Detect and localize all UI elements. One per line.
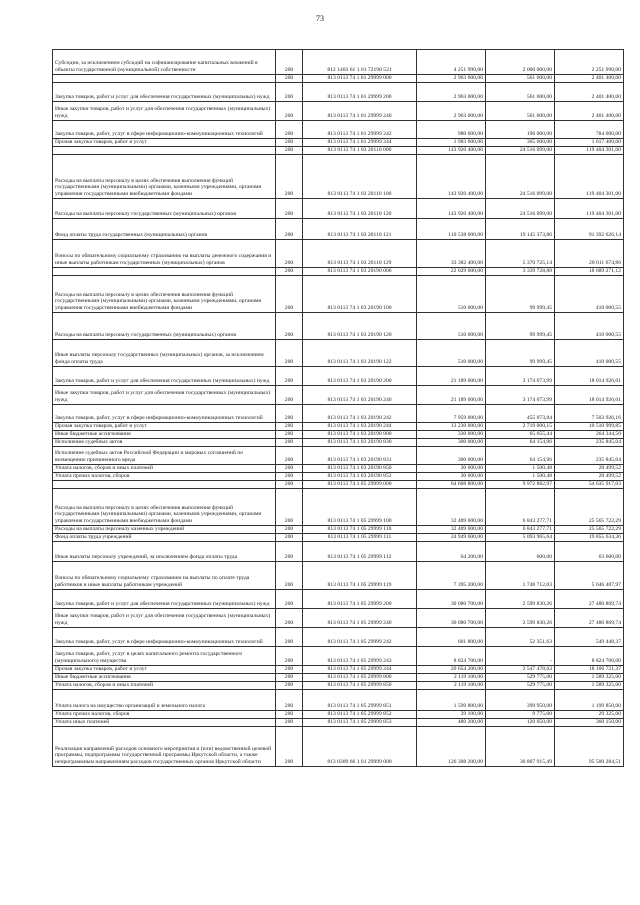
budget-table bbox=[52, 49, 624, 767]
cell-name: Прочая закупка товаров, работ и услуг bbox=[53, 423, 276, 431]
cell-code: 200 bbox=[276, 276, 303, 313]
cell-code: 200 bbox=[276, 405, 303, 423]
cell-executed-amount: 64 154,96 bbox=[486, 447, 555, 465]
cell-approved-amount: 8 824 700,00 bbox=[417, 647, 486, 666]
cell-code: 200 bbox=[276, 647, 303, 666]
cell-name: Уплата иных платежей bbox=[53, 719, 276, 727]
cell-name: Иные выплаты персоналу государственных (муниципальных) органов, за исключением фонда оплаты труда bbox=[53, 340, 276, 367]
cell-unexecuted-amount: 10 510 999,85 bbox=[555, 423, 624, 431]
table-row bbox=[53, 423, 624, 431]
table-row bbox=[53, 465, 624, 473]
cell-executed-amount: 65 655,44 bbox=[486, 431, 555, 439]
cell-executed-amount: - bbox=[486, 647, 555, 666]
cell-classification-code: 813 0309 66 1 01 29999 000 bbox=[303, 727, 417, 767]
cell-executed-amount: 3 174 073,99 bbox=[486, 386, 555, 405]
cell-unexecuted-amount: 2 251 990,00 bbox=[555, 50, 624, 75]
cell-code: 200 bbox=[276, 268, 303, 276]
cell-classification-code: 813 0113 74 1 05 29999 242 bbox=[303, 628, 417, 647]
cell-executed-amount: 120 050,00 bbox=[486, 719, 555, 727]
cell-unexecuted-amount: 27 480 869,74 bbox=[555, 609, 624, 628]
cell-approved-amount: 39 100,00 bbox=[417, 711, 486, 719]
cell-name: Реализация направлений расходов основного мероприятия и (или) ведомственной целевой программы, подпрограммы государственной программы Иркутской области, а также непрограммным направлениям расходов государственных органов Иркутской области bbox=[53, 727, 276, 767]
cell-name: Иные выплаты персоналу учреждений, за исключением фонда оплаты труда bbox=[53, 542, 276, 562]
cell-name: Закупка товаров, работ и услуг для обеспечения государственных (муниципальных) нужд bbox=[53, 83, 276, 102]
cell-classification-code: 813 0113 74 1 05 29999 112 bbox=[303, 542, 417, 562]
cell-executed-amount: 52 351,63 bbox=[486, 628, 555, 647]
cell-unexecuted-amount: 27 480 869,74 bbox=[555, 590, 624, 609]
cell-classification-code: 813 0113 74 1 01 29999 240 bbox=[303, 102, 417, 121]
cell-approved-amount: 32 409 000,00 bbox=[417, 526, 486, 534]
table-row bbox=[53, 690, 624, 711]
cell-unexecuted-amount: 7 503 926,16 bbox=[555, 405, 624, 423]
table-row bbox=[53, 489, 624, 526]
cell-unexecuted-amount: 235 845,04 bbox=[555, 447, 624, 465]
cell-name bbox=[53, 75, 276, 83]
cell-approved-amount: 7 959 000,00 bbox=[417, 405, 486, 423]
cell-name: Расходы на выплаты персоналу в целях обеспечения выполнения функций государственными (муниципальными) органами, казенными учреждениями, органами управления государственными внебюджетными фондами bbox=[53, 489, 276, 526]
cell-classification-code: 813 0113 74 1 03 20190 122 bbox=[303, 340, 417, 367]
cell-classification-code: 813 0113 74 1 05 29999 853 bbox=[303, 719, 417, 727]
cell-executed-amount: 529 775,00 bbox=[486, 682, 555, 690]
cell-unexecuted-amount: 2 401 400,00 bbox=[555, 75, 624, 83]
table-row bbox=[53, 674, 624, 682]
table-row bbox=[53, 719, 624, 727]
cell-approved-amount: 4 251 990,00 bbox=[417, 50, 486, 75]
cell-unexecuted-amount: 410 000,55 bbox=[555, 313, 624, 340]
cell-approved-amount: 510 000,00 bbox=[417, 313, 486, 340]
cell-approved-amount: 300 000,00 bbox=[417, 439, 486, 447]
cell-name bbox=[53, 147, 276, 155]
cell-executed-amount: 64 154,96 bbox=[486, 439, 555, 447]
cell-unexecuted-amount: 25 565 722,29 bbox=[555, 526, 624, 534]
cell-executed-amount: 5 370 725,14 bbox=[486, 240, 555, 268]
cell-name: Уплата прочих налогов, сборов bbox=[53, 473, 276, 481]
cell-unexecuted-amount: 28 499,52 bbox=[555, 473, 624, 481]
cell-executed-amount: 561 600,00 bbox=[486, 75, 555, 83]
cell-classification-code: 813 0113 74 1 05 29999 111 bbox=[303, 534, 417, 542]
cell-classification-code: 813 0113 74 1 05 29999 100 bbox=[303, 489, 417, 526]
cell-approved-amount: 143 920 400,00 bbox=[417, 199, 486, 219]
cell-name: Закупка товаров, работ, услуг в сфере информационно-коммуникационных технологий bbox=[53, 405, 276, 423]
cell-unexecuted-amount: 784 000,00 bbox=[555, 121, 624, 139]
table-row bbox=[53, 727, 624, 767]
cell-approved-amount: 300 000,00 bbox=[417, 447, 486, 465]
table-row bbox=[53, 50, 624, 75]
cell-classification-code: 813 0113 74 1 03 20190 120 bbox=[303, 313, 417, 340]
table-row bbox=[53, 447, 624, 465]
cell-unexecuted-amount: 28 499,52 bbox=[555, 465, 624, 473]
cell-unexecuted-amount: 1 589 325,00 bbox=[555, 682, 624, 690]
cell-code: 200 bbox=[276, 102, 303, 121]
cell-code: 200 bbox=[276, 431, 303, 439]
cell-unexecuted-amount: 119 404 301,00 bbox=[555, 147, 624, 155]
cell-executed-amount: 600,00 bbox=[486, 542, 555, 562]
cell-code: 200 bbox=[276, 542, 303, 562]
cell-name: Расходы на выплаты персоналу в целях обеспечения выполнения функций государственными (муниципальными) органами, казенными учреждениями, органами управления государственными внебюджетными фондами bbox=[53, 155, 276, 199]
cell-code: 200 bbox=[276, 526, 303, 534]
cell-executed-amount: 529 775,00 bbox=[486, 674, 555, 682]
cell-unexecuted-amount: 63 600,00 bbox=[555, 542, 624, 562]
cell-name: Взносы по обязательному социальному страхованию на выплаты денежного содержания и иные выплаты работникам государственных (муниципальных) органов bbox=[53, 240, 276, 268]
cell-executed-amount: 6 843 277,71 bbox=[486, 526, 555, 534]
cell-classification-code: 813 0113 74 1 05 29999 000 bbox=[303, 481, 417, 489]
cell-approved-amount: 510 000,00 bbox=[417, 276, 486, 313]
table-row bbox=[53, 590, 624, 609]
cell-unexecuted-amount: 18 689 271,12 bbox=[555, 268, 624, 276]
cell-classification-code: 813 0113 74 1 03 20110 120 bbox=[303, 199, 417, 219]
cell-approved-amount: 2 963 000,00 bbox=[417, 102, 486, 121]
table-row bbox=[53, 405, 624, 423]
cell-code: 200 bbox=[276, 423, 303, 431]
cell-unexecuted-amount: 2 401 400,00 bbox=[555, 83, 624, 102]
cell-code: 200 bbox=[276, 719, 303, 727]
cell-approved-amount: 21 189 000,00 bbox=[417, 367, 486, 386]
cell-code: 200 bbox=[276, 489, 303, 526]
cell-classification-code: 813 0113 74 1 03 20190 830 bbox=[303, 439, 417, 447]
cell-approved-amount: 1 983 000,00 bbox=[417, 139, 486, 147]
cell-executed-amount: 2 547 478,63 bbox=[486, 666, 555, 674]
cell-unexecuted-amount: 2 401 400,00 bbox=[555, 102, 624, 121]
cell-name: Прочая закупка товаров, работ и услуг bbox=[53, 666, 276, 674]
cell-code: 200 bbox=[276, 139, 303, 147]
cell-name: Взносы по обязательному социальному страхованию на выплаты по оплате труда работников и иные выплаты работникам учреждений bbox=[53, 562, 276, 590]
cell-code: 200 bbox=[276, 240, 303, 268]
cell-classification-code: 813 0113 74 1 03 20190 831 bbox=[303, 447, 417, 465]
cell-name bbox=[53, 481, 276, 489]
table-row bbox=[53, 473, 624, 481]
cell-approved-amount: 143 920 400,00 bbox=[417, 147, 486, 155]
cell-classification-code: 813 0113 74 1 01 29999 244 bbox=[303, 139, 417, 147]
cell-classification-code: 813 0113 74 1 05 29999 110 bbox=[303, 526, 417, 534]
cell-code: 200 bbox=[276, 50, 303, 75]
cell-unexecuted-amount: 29 325,00 bbox=[555, 711, 624, 719]
cell-classification-code: 813 0113 74 1 05 29999 851 bbox=[303, 690, 417, 711]
table-row bbox=[53, 155, 624, 199]
cell-unexecuted-amount: 8 824 700,00 bbox=[555, 647, 624, 666]
cell-name: Расходы на выплаты персоналу государственных (муниципальных) органов bbox=[53, 199, 276, 219]
cell-executed-amount: 99 999,45 bbox=[486, 313, 555, 340]
table-row bbox=[53, 481, 624, 489]
table-row bbox=[53, 609, 624, 628]
cell-classification-code: 813 0113 74 1 03 20110 121 bbox=[303, 219, 417, 240]
cell-unexecuted-amount: 410 000,55 bbox=[555, 340, 624, 367]
cell-classification-code: 813 0113 74 1 01 29999 200 bbox=[303, 83, 417, 102]
cell-classification-code: 813 0113 74 1 03 20190 100 bbox=[303, 276, 417, 313]
cell-code: 200 bbox=[276, 83, 303, 102]
cell-name: Фонд оплаты труда учреждений bbox=[53, 534, 276, 542]
cell-executed-amount: 30 807 915,49 bbox=[486, 727, 555, 767]
cell-code: 200 bbox=[276, 199, 303, 219]
cell-name: Закупка товаров, работ, услуг в целях капитального ремонта государственного (муниципального) имущества bbox=[53, 647, 276, 666]
cell-classification-code: 813 0113 74 1 03 20110 129 bbox=[303, 240, 417, 268]
cell-executed-amount: 561 600,00 bbox=[486, 102, 555, 121]
cell-code: 200 bbox=[276, 147, 303, 155]
cell-unexecuted-amount: 19 855 634,36 bbox=[555, 534, 624, 542]
cell-executed-amount: 99 999,45 bbox=[486, 340, 555, 367]
page-number: 73 bbox=[316, 14, 324, 23]
cell-name: Расходы на выплаты персоналу в целях обеспечения выполнения функций государственными (муниципальными) органами, казенными учреждениями, органами управления государственными внебюджетными фондами bbox=[53, 276, 276, 313]
cell-executed-amount: 24 516 099,00 bbox=[486, 155, 555, 199]
table-row bbox=[53, 431, 624, 439]
cell-approved-amount: 2 963 000,00 bbox=[417, 83, 486, 102]
cell-approved-amount: 64 608 800,00 bbox=[417, 481, 486, 489]
cell-code: 200 bbox=[276, 155, 303, 199]
cell-code: 200 bbox=[276, 481, 303, 489]
table-row bbox=[53, 628, 624, 647]
cell-approved-amount: 64 200,00 bbox=[417, 542, 486, 562]
cell-name: Расходы на выплаты персоналу казенных учреждений bbox=[53, 526, 276, 534]
cell-approved-amount: 32 409 000,00 bbox=[417, 489, 486, 526]
cell-code: 200 bbox=[276, 447, 303, 465]
cell-name: Уплата прочих налогов, сборов bbox=[53, 711, 276, 719]
cell-name: Субсидии, за исключением субсидий на софинансирование капитальных вложений в объекты государственной (муниципальной) собственности bbox=[53, 50, 276, 75]
cell-executed-amount: 561 600,00 bbox=[486, 83, 555, 102]
cell-classification-code: 812 1403 61 1 01 72190 521 bbox=[303, 50, 417, 75]
cell-executed-amount: 399 950,00 bbox=[486, 690, 555, 711]
cell-unexecuted-amount: 91 392 626,14 bbox=[555, 219, 624, 240]
cell-executed-amount: 24 516 099,00 bbox=[486, 199, 555, 219]
cell-unexecuted-amount: 25 565 722,29 bbox=[555, 489, 624, 526]
cell-code: 200 bbox=[276, 386, 303, 405]
table-row bbox=[53, 240, 624, 268]
cell-classification-code: 813 0113 74 1 05 29999 243 bbox=[303, 647, 417, 666]
cell-unexecuted-amount: 235 845,04 bbox=[555, 439, 624, 447]
table-row bbox=[53, 386, 624, 405]
cell-classification-code: 813 0113 74 1 03 20190 850 bbox=[303, 465, 417, 473]
table-row bbox=[53, 147, 624, 155]
cell-approved-amount: 20 654 200,00 bbox=[417, 666, 486, 674]
cell-classification-code: 813 0113 74 1 03 20110 100 bbox=[303, 155, 417, 199]
cell-code: 200 bbox=[276, 121, 303, 139]
cell-approved-amount: 2 119 100,00 bbox=[417, 682, 486, 690]
cell-classification-code: 813 0113 74 1 05 29999 850 bbox=[303, 682, 417, 690]
cell-name: Фонд оплаты труда государственных (муниципальных) органов bbox=[53, 219, 276, 240]
cell-approved-amount: 22 029 000,00 bbox=[417, 268, 486, 276]
cell-unexecuted-amount: 1 199 850,00 bbox=[555, 690, 624, 711]
cell-classification-code: 813 0113 74 1 05 29999 800 bbox=[303, 674, 417, 682]
cell-code: 200 bbox=[276, 367, 303, 386]
cell-code: 200 bbox=[276, 313, 303, 340]
table-row bbox=[53, 313, 624, 340]
cell-code: 200 bbox=[276, 473, 303, 481]
table-row bbox=[53, 276, 624, 313]
cell-name bbox=[53, 268, 276, 276]
cell-executed-amount: 2 599 830,26 bbox=[486, 609, 555, 628]
cell-name: Иные закупки товаров, работ и услуг для обеспечения государственных (муниципальных) нужд bbox=[53, 609, 276, 628]
table-row bbox=[53, 219, 624, 240]
table-row bbox=[53, 682, 624, 690]
cell-approved-amount: 601 800,00 bbox=[417, 628, 486, 647]
table-row bbox=[53, 439, 624, 447]
cell-executed-amount: 99 999,45 bbox=[486, 276, 555, 313]
table-row bbox=[53, 83, 624, 102]
cell-code: 200 bbox=[276, 674, 303, 682]
table-row bbox=[53, 526, 624, 534]
cell-name: Иные закупки товаров, работ и услуг для обеспечения государственных (муниципальных) нужд bbox=[53, 386, 276, 405]
cell-classification-code: 813 0113 74 1 03 20190 000 bbox=[303, 268, 417, 276]
cell-name: Уплата налогов, сборов и иных платежей bbox=[53, 465, 276, 473]
cell-executed-amount: 6 843 277,71 bbox=[486, 489, 555, 526]
cell-executed-amount: 19 145 373,86 bbox=[486, 219, 555, 240]
cell-code: 200 bbox=[276, 465, 303, 473]
cell-approved-amount: 330 000,00 bbox=[417, 431, 486, 439]
cell-classification-code: 813 0113 74 1 03 20190 800 bbox=[303, 431, 417, 439]
cell-classification-code: 813 0113 74 1 03 20190 200 bbox=[303, 367, 417, 386]
cell-name: Закупка товаров, работ и услуг для обеспечения государственных (муниципальных) нужд bbox=[53, 590, 276, 609]
cell-approved-amount: 110 538 000,00 bbox=[417, 219, 486, 240]
cell-name: Уплата налога на имущество организаций и земельного налога bbox=[53, 690, 276, 711]
cell-unexecuted-amount: 1 617 400,00 bbox=[555, 139, 624, 147]
cell-unexecuted-amount: 95 500 284,51 bbox=[555, 727, 624, 767]
table-row bbox=[53, 562, 624, 590]
cell-name: Иные закупки товаров, работ и услуг для обеспечения государственных (муниципальных) нужд bbox=[53, 102, 276, 121]
table-row bbox=[53, 711, 624, 719]
cell-approved-amount: 30 080 700,00 bbox=[417, 609, 486, 628]
cell-executed-amount: 2 599 830,26 bbox=[486, 590, 555, 609]
cell-classification-code: 813 0113 74 1 03 20190 244 bbox=[303, 423, 417, 431]
cell-code: 200 bbox=[276, 75, 303, 83]
table-row bbox=[53, 542, 624, 562]
cell-classification-code: 813 0113 74 1 05 29999 119 bbox=[303, 562, 417, 590]
cell-code: 200 bbox=[276, 562, 303, 590]
table-row bbox=[53, 139, 624, 147]
cell-unexecuted-amount: 119 404 301,00 bbox=[555, 199, 624, 219]
cell-name: Исполнение судебных актов bbox=[53, 439, 276, 447]
cell-code: 200 bbox=[276, 690, 303, 711]
cell-unexecuted-amount: 264 344,56 bbox=[555, 431, 624, 439]
cell-executed-amount: 1 748 712,03 bbox=[486, 562, 555, 590]
cell-approved-amount: 480 200,00 bbox=[417, 719, 486, 727]
cell-classification-code: 813 0113 74 1 05 29999 240 bbox=[303, 609, 417, 628]
cell-code: 200 bbox=[276, 711, 303, 719]
cell-executed-amount: 9 972 882,97 bbox=[486, 481, 555, 489]
cell-approved-amount: 30 080 700,00 bbox=[417, 590, 486, 609]
cell-code: 200 bbox=[276, 219, 303, 240]
cell-executed-amount: 3 339 728,88 bbox=[486, 268, 555, 276]
cell-executed-amount: 365 600,00 bbox=[486, 139, 555, 147]
cell-executed-amount: 2 000 000,00 bbox=[486, 50, 555, 75]
cell-executed-amount: 2 719 000,15 bbox=[486, 423, 555, 431]
table-row bbox=[53, 199, 624, 219]
cell-unexecuted-amount: 119 404 301,00 bbox=[555, 155, 624, 199]
table-row bbox=[53, 367, 624, 386]
table-row bbox=[53, 121, 624, 139]
table-row bbox=[53, 647, 624, 666]
cell-approved-amount: 24 949 600,00 bbox=[417, 534, 486, 542]
table-row bbox=[53, 102, 624, 121]
cell-executed-amount: 9 775,00 bbox=[486, 711, 555, 719]
cell-name: Исполнение судебных актов Российской Федерации и мировых соглашений по возмещению причиненного вреда bbox=[53, 447, 276, 465]
cell-approved-amount: 2 963 000,00 bbox=[417, 75, 486, 83]
cell-code: 200 bbox=[276, 340, 303, 367]
cell-classification-code: 813 0113 74 1 03 20190 242 bbox=[303, 405, 417, 423]
cell-unexecuted-amount: 1 589 325,00 bbox=[555, 674, 624, 682]
cell-approved-amount: 143 920 400,00 bbox=[417, 155, 486, 199]
cell-classification-code: 813 0113 74 1 03 20110 000 bbox=[303, 147, 417, 155]
cell-name: Уплата налогов, сборов и иных платежей bbox=[53, 682, 276, 690]
cell-unexecuted-amount: 54 635 917,03 bbox=[555, 481, 624, 489]
cell-executed-amount: 3 174 073,99 bbox=[486, 367, 555, 386]
cell-executed-amount: 455 073,84 bbox=[486, 405, 555, 423]
cell-approved-amount: 33 382 400,00 bbox=[417, 240, 486, 268]
cell-code: 200 bbox=[276, 666, 303, 674]
cell-code: 200 bbox=[276, 727, 303, 767]
cell-classification-code: 813 0113 74 1 05 29999 852 bbox=[303, 711, 417, 719]
cell-code: 200 bbox=[276, 628, 303, 647]
cell-code: 200 bbox=[276, 439, 303, 447]
cell-name: Расходы на выплаты персоналу государственных (муниципальных) органов bbox=[53, 313, 276, 340]
cell-name: Иные бюджетные ассигнования bbox=[53, 431, 276, 439]
cell-name: Закупка товаров, работ, услуг в сфере информационно-коммуникационных технологий bbox=[53, 121, 276, 139]
cell-name: Иные бюджетные ассигнования bbox=[53, 674, 276, 682]
table-row bbox=[53, 534, 624, 542]
budget-table-body bbox=[53, 50, 624, 767]
cell-unexecuted-amount: 549 448,37 bbox=[555, 628, 624, 647]
cell-classification-code: 813 0113 74 1 03 20190 240 bbox=[303, 386, 417, 405]
cell-executed-amount: 24 516 099,00 bbox=[486, 147, 555, 155]
cell-approved-amount: 30 000,00 bbox=[417, 473, 486, 481]
cell-unexecuted-amount: 18 106 721,37 bbox=[555, 666, 624, 674]
cell-classification-code: 813 0113 74 1 05 29999 244 bbox=[303, 666, 417, 674]
cell-classification-code: 813 0113 74 1 03 20190 852 bbox=[303, 473, 417, 481]
cell-approved-amount: 30 000,00 bbox=[417, 465, 486, 473]
cell-approved-amount: 126 308 200,00 bbox=[417, 727, 486, 767]
cell-approved-amount: 21 189 000,00 bbox=[417, 386, 486, 405]
cell-approved-amount: 510 000,00 bbox=[417, 340, 486, 367]
cell-executed-amount: 1 500,48 bbox=[486, 473, 555, 481]
cell-code: 200 bbox=[276, 609, 303, 628]
table-row bbox=[53, 340, 624, 367]
table-row bbox=[53, 75, 624, 83]
cell-executed-amount: 1 500,48 bbox=[486, 465, 555, 473]
cell-approved-amount: 13 230 000,00 bbox=[417, 423, 486, 431]
table-row bbox=[53, 666, 624, 674]
cell-approved-amount: 2 119 100,00 bbox=[417, 674, 486, 682]
cell-unexecuted-amount: 28 011 674,86 bbox=[555, 240, 624, 268]
cell-unexecuted-amount: 18 014 926,01 bbox=[555, 386, 624, 405]
cell-unexecuted-amount: 360 150,00 bbox=[555, 719, 624, 727]
cell-classification-code: 813 0113 74 1 01 29999 242 bbox=[303, 121, 417, 139]
cell-unexecuted-amount: 5 646 487,97 bbox=[555, 562, 624, 590]
cell-code: 200 bbox=[276, 534, 303, 542]
cell-classification-code: 813 0113 74 1 05 29999 200 bbox=[303, 590, 417, 609]
cell-executed-amount: 5 093 965,64 bbox=[486, 534, 555, 542]
cell-approved-amount: 7 395 200,00 bbox=[417, 562, 486, 590]
cell-approved-amount: 1 599 800,00 bbox=[417, 690, 486, 711]
cell-executed-amount: 196 000,00 bbox=[486, 121, 555, 139]
cell-code: 200 bbox=[276, 682, 303, 690]
cell-name: Закупка товаров, работ, услуг в сфере информационно-коммуникационных технологий bbox=[53, 628, 276, 647]
cell-unexecuted-amount: 18 014 926,01 bbox=[555, 367, 624, 386]
cell-approved-amount: 980 000,00 bbox=[417, 121, 486, 139]
cell-code: 200 bbox=[276, 590, 303, 609]
table-row bbox=[53, 268, 624, 276]
cell-name: Прочая закупка товаров, работ и услуг bbox=[53, 139, 276, 147]
cell-name: Закупка товаров, работ и услуг для обеспечения государственных (муниципальных) нужд bbox=[53, 367, 276, 386]
cell-unexecuted-amount: 410 000,55 bbox=[555, 276, 624, 313]
cell-classification-code: 813 0113 74 1 01 29999 000 bbox=[303, 75, 417, 83]
